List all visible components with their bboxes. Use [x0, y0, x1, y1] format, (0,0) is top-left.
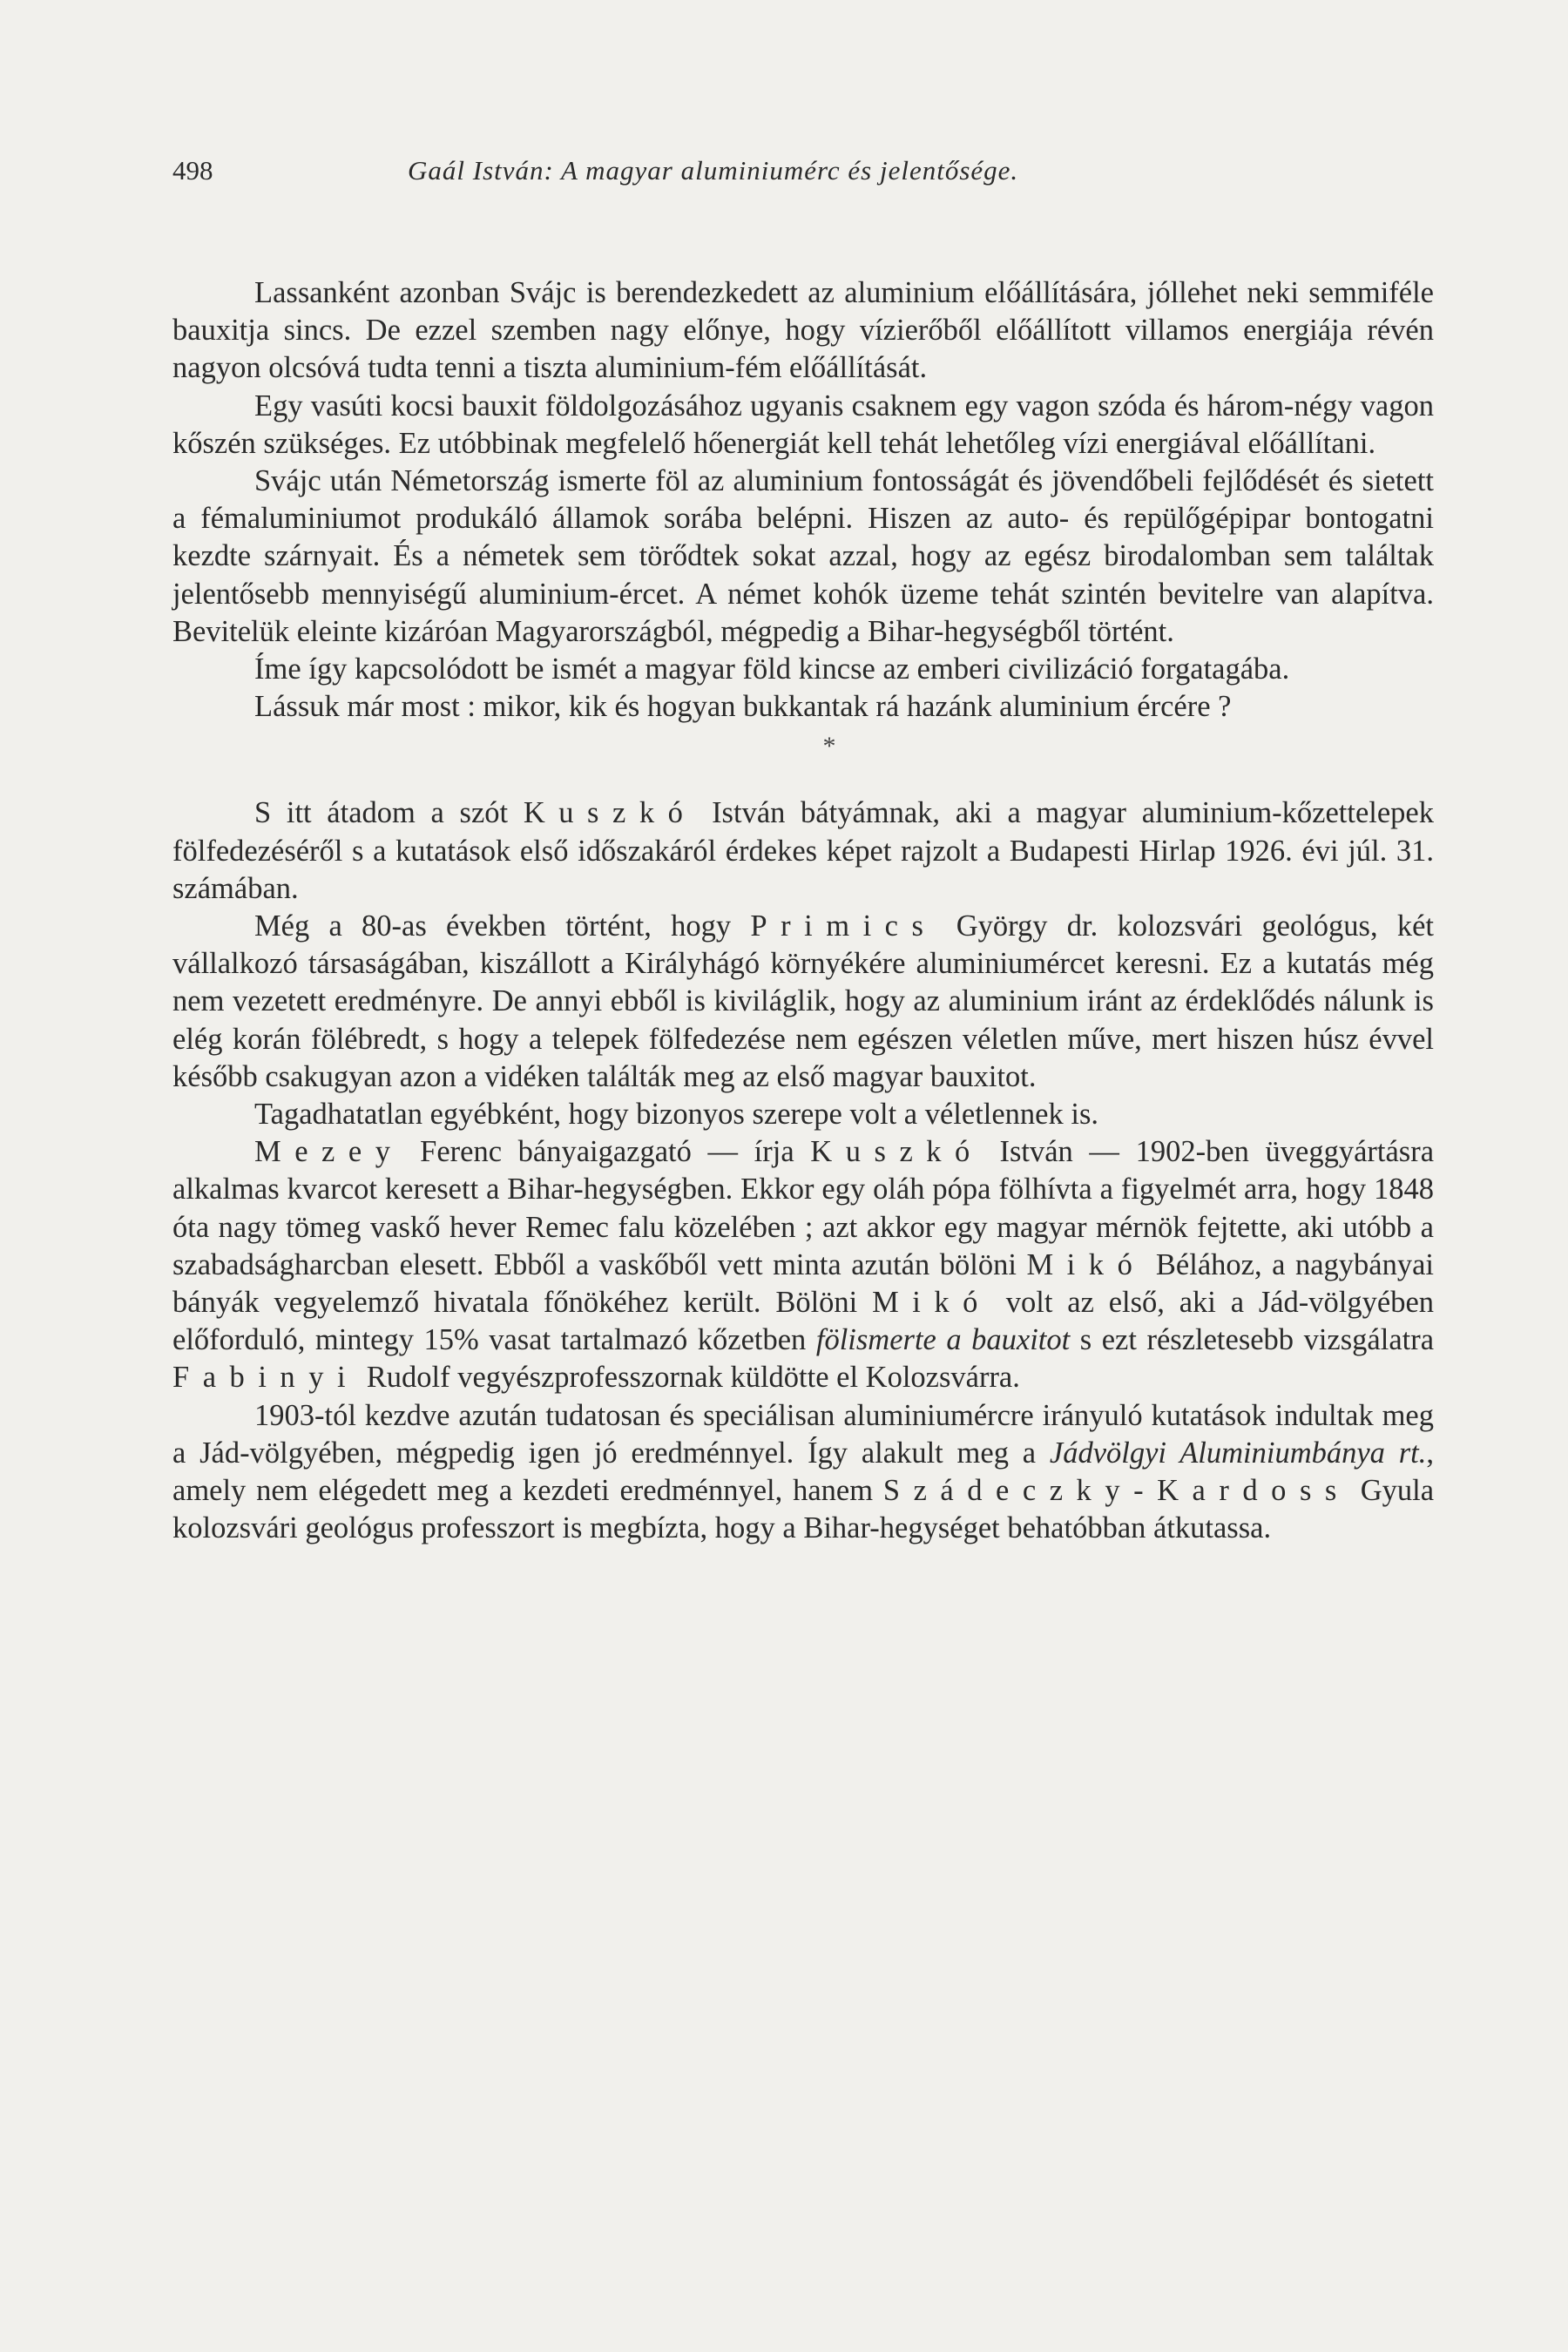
paragraph-3: Svájc után Németország ismerte föl az aluminium fontosságát és jövendőbeli fejlődését és sietett a fémaluminiumot produkáló államok sorába belépni. Hiszen az auto- és repülőgépipar bontogatni kezdte szárnyait. És a németek sem törődtek sokat azzal, hogy az egész birodalomban sem találtak jelentősebb mennyiségű aluminium-ércet. A német kohók üzeme tehát szintén bevitelre van alapítva. Bevitelük eleinte kizáróan Magyarországból, mégpedig a Bihar-hegységből történt.	[172, 464, 1434, 648]
person-name-miko: Mikó	[1026, 1247, 1146, 1281]
body-text	[172, 274, 1434, 1548]
paragraph-7-text-b: György dr. kolozsvári geológus, két vállalkozó társaságában, kiszállott a Királyhágó környékére aluminiumércet keresni. Ez a kutatás még nem vezetett eredményre. De annyi ebből is kiviláglik, hogy az aluminium iránt az érdeklődés nálunk is elég korán fölébredt, s hogy a telepek fölfedezése nem egészen véletlen műve, mert hiszen húsz évvel később csakugyan azon a vidéken találták meg az első magyar bauxitot.	[172, 909, 1435, 1093]
section-asterism: *	[822, 732, 836, 761]
paragraph-10-text-a: 1903-tól kezdve azután tudatosan és speciálisan aluminiumércre irányuló kutatások indultak meg a Jád-völgyében, mégpedig igen jó eredménnyel. Így alakult meg a	[172, 1398, 1434, 1470]
paragraph-7	[172, 908, 1434, 1096]
person-name-primics: Primics	[750, 909, 937, 943]
company-name-jadvolgyi: Jádvölgyi Aluminiumbánya rt.	[1049, 1436, 1427, 1470]
paragraph-8: Tagadhatatlan egyébként, hogy bizonyos szerepe volt a véletlennek is.	[254, 1098, 1098, 1132]
book-page	[172, 0, 1434, 2352]
paragraph-9-text-f: Rudolf vegyészprofesszornak küldötte el Kolozsvárra.	[366, 1361, 1020, 1395]
paragraph-9-text-c: Bélához, a nagybányai bányák vegyelemző hivatala főnökéhez került. Bölöni	[172, 1247, 1434, 1320]
paragraph-9-text-a: Ferenc bányaigazgató — írja	[420, 1135, 794, 1169]
paragraph-10	[172, 1397, 1434, 1548]
paragraph-7-text-a: Még a 80-as években történt, hogy	[254, 909, 732, 943]
person-name-szadeczky: Szádeczky-Kardoss	[882, 1474, 1350, 1508]
paragraph-9-text-e: s ezt részletesebb vizsgálatra	[1079, 1323, 1435, 1357]
paragraph-10-text-c: Gyula kolozsvári geológus professzort is megbízta, hogy a Bihar-hegységet behatóbban átkutassa.	[172, 1474, 1435, 1545]
paragraph-6	[172, 794, 1434, 908]
paragraph-9-text-d: volt az első, aki a Jád-völgyében előforduló, mintegy 15% vasat tartalmazó kőzetben	[172, 1286, 1435, 1357]
paragraph-6-text-b: István bátyámnak, aki a magyar aluminium-kőzettelepek fölfedezéséről s a kutatások első időszakáról érdekes képet rajzolt a Budapesti Hirlap 1926. évi júl. 31. számában.	[172, 796, 1434, 905]
paragraph-4: Íme így kapcsolódott be ismét a magyar föld kincse az emberi civilizáció forgatagába.	[254, 652, 1290, 686]
paragraph-9	[172, 1133, 1434, 1396]
paragraph-6-text-a: S itt átadom a szót	[254, 796, 509, 830]
person-name-miko-2: Mikó	[872, 1286, 991, 1320]
person-name-mezey: Mezey	[254, 1135, 404, 1169]
page-number: 498	[172, 155, 213, 186]
person-name-kuszko-2: Kuszkó	[810, 1135, 983, 1169]
running-head	[172, 155, 1434, 193]
italic-phrase-bauxit: fölismerte a bauxitot	[815, 1323, 1071, 1357]
paragraph-5: Lássuk már most : mikor, kik és hogyan bukkantak rá hazánk aluminium ércére ?	[254, 690, 1232, 724]
running-title: Gaál István: A magyar aluminiumérc és jelentősége.	[408, 155, 1019, 186]
paragraph-1: Lassanként azonban Svájc is berendezkedett az aluminium előállítására, jóllehet neki semmiféle bauxitja sincs. De ezzel szemben nagy előnye, hogy vízierőből előállított villamos energiája révén nagyon olcsóvá tudta tenni a tiszta aluminium-fém előállítását.	[172, 276, 1434, 385]
paragraph-9-text-b: István — 1902-ben üveggyártásra alkalmas kvarcot keresett a Bihar-hegységben. Ekkor egy oláh pópa fölhívta a figyelmét arra, hogy 1848 óta nagy tömeg vaskő hever Remec falu közelében ; azt akkor egy magyar mérnök fejtette, aki utóbb a szabadságharcban elesett. Ebből a vaskőből vett minta azután bölöni	[172, 1135, 1435, 1281]
paragraph-10-text-b: , amely nem elégedett meg a kezdeti eredménnyel, hanem	[172, 1436, 1434, 1508]
person-name-kuszko: Kuszkó	[523, 796, 697, 830]
person-name-fabinyi: Fabinyi	[172, 1361, 360, 1395]
paragraph-2: Egy vasúti kocsi bauxit földolgozásához ugyanis csaknem egy vagon szóda és három-négy vagon kőszén szükséges. Ez utóbbinak megfelelő hőenergiát kell tehát lehetőleg vízi energiával előállítani.	[172, 389, 1434, 460]
